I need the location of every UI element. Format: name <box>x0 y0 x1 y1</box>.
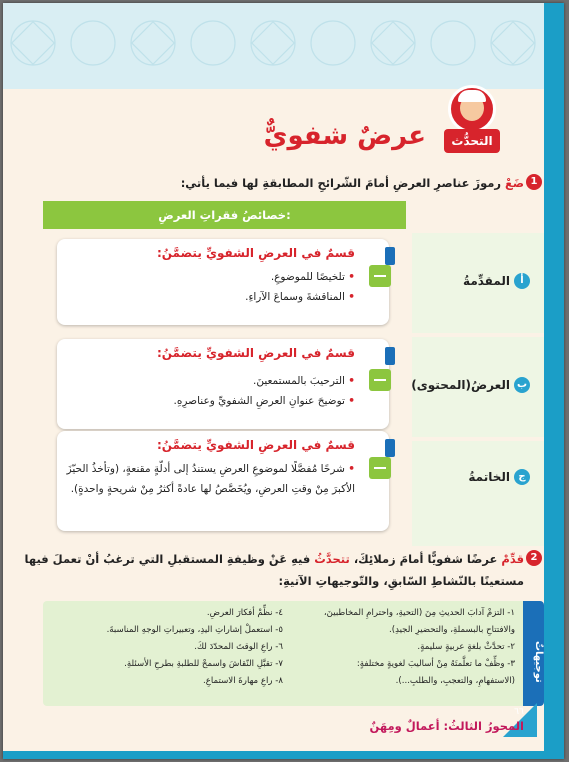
letter-a-badge: أ <box>514 273 530 289</box>
q1-verb: ضَعْ <box>505 176 524 190</box>
row-b-label <box>411 377 530 393</box>
islamic-pattern-graphic <box>3 3 564 89</box>
right-edge-stripe <box>544 3 564 759</box>
guideline-line: ٤- نظِّمْ أفكارَ العرضِ. <box>206 608 283 618</box>
guideline-line: ٢- تحدَّثْ بلغةٍ عربيةٍ سليمةٍ. <box>417 642 515 652</box>
row-a-label <box>463 273 530 289</box>
slide-card-a <box>57 239 389 325</box>
guideline-line: ٥- استعملْ إشاراتِ اليدِ، وتعبيراتِ الوجهِ المناسبةَ. <box>106 625 283 635</box>
q2-verb-2: تتحدَّثُ <box>314 552 350 566</box>
guideline-line: (الاستفهامِ، والتعجبِ، والطلبِ...). <box>395 676 515 686</box>
row-a-card-cell <box>43 233 406 333</box>
letter-c-badge: ج <box>514 469 530 485</box>
guideline-line: ١- التزمْ آدابَ الحديثِ مِنَ (التحيةِ، واحترامِ المخاطبينَ، <box>323 608 515 618</box>
section-badge <box>444 85 500 165</box>
letter-b-badge: ب <box>514 377 530 393</box>
row-c-text: الخاتمةُ <box>468 470 510 484</box>
page-number: ٦٦ <box>514 707 524 717</box>
card-items <box>65 371 355 411</box>
answer-box[interactable] <box>369 265 391 287</box>
guidelines-tag-label: توجيهاتٌ <box>533 641 544 683</box>
card-title: قسمٌ في العرضِ الشفويِّ يتضمَّنُ: <box>156 346 355 360</box>
list-item: • المناقشةَ وسماعَ الآراءِ. <box>245 291 355 303</box>
row-b-text: العرضُ(المحتوى) <box>411 378 510 392</box>
answer-box[interactable] <box>369 369 391 391</box>
guideline-line: والافتتاحِ بالبسملةِ، والتحضيرِ الجيدِ). <box>388 625 515 635</box>
q2-part: عرضًا شفويًّا أمامَ زملائِكَ، <box>353 552 498 566</box>
unit-footer: المحورُ الثالثُ: أعمالٌ ومِهَنٌ <box>369 719 524 733</box>
q2-verb: قدِّمْ <box>501 552 524 566</box>
question-1-instruction <box>181 176 524 190</box>
list-item: • توضيحَ عنوانِ العرضِ الشفويِّ وعناصرِهِ. <box>173 395 355 407</box>
guideline-line: ٨- راعِ مهارةَ الاستماعِ. <box>203 676 283 686</box>
slide-card-c <box>57 431 389 531</box>
answer-box[interactable] <box>369 457 391 479</box>
card-tab <box>385 439 395 457</box>
row-a-text: المقدِّمةُ <box>463 274 510 288</box>
badge-label: التحدُّث <box>444 129 500 153</box>
row-b-card-cell <box>43 337 406 437</box>
card-items <box>65 267 355 307</box>
q1-text: رموزَ عناصرِ العرضِ أمامَ الشّرائحِ المطابقةِ لها فيما يأتي: <box>180 176 502 190</box>
card-tab <box>385 247 395 265</box>
guideline-line: ٣- وظِّفْ ما تعلَّمتَهُ مِنْ أساليبَ لغويةٍ مختلفةٍ: <box>356 659 515 669</box>
row-a-label-cell <box>412 233 544 333</box>
decorative-header-band <box>3 3 564 89</box>
row-c-label-cell <box>412 441 544 546</box>
guidelines-tag <box>523 601 544 706</box>
question-number-1: 1 <box>526 174 542 190</box>
guidelines-right-column <box>285 605 515 690</box>
card-items <box>65 459 355 499</box>
question-2-text <box>24 548 524 592</box>
header-properties: خصائصُ فقراتِ العرضِ: <box>43 201 406 229</box>
card-title: قسمٌ في العرضِ الشفويِّ يتضمَّنُ: <box>156 246 355 260</box>
guideline-line: ٧- تقبَّلِ النّقاشَ واسمحْ للطلبةِ بطرحِ الأسئلةِ. <box>124 659 283 669</box>
guideline-line: ٦- راعِ الوقتَ المحدّدَ لكَ. <box>194 642 283 652</box>
cap-icon <box>458 90 486 102</box>
list-item: • الترحيبَ بالمستمعينَ. <box>252 375 355 387</box>
lesson-title: عرضٌ شفويٌّ <box>263 121 426 151</box>
textbook-page <box>3 3 564 759</box>
bottom-stripe <box>3 751 564 759</box>
list-item: • شرحًا مُفصَّلًا لموضوعِ العرضِ يستندُ إلى أدلّةٍ مقنعةٍ، (وتأخذُ الحيّزَ الأكبرَ مِنْ وقتِ العرضِ، ويُخَصَّصُ لها عادةً أكثرُ مِنْ شريحةٍ واحدةٍ). <box>66 463 355 495</box>
row-c-label <box>468 469 530 485</box>
slide-card-b <box>57 339 389 429</box>
row-b-label-cell <box>412 337 544 437</box>
list-item: • تلخيصًا للموضوعِ. <box>270 271 355 283</box>
q2-part: فيهِ عَنْ وظيفةِ المستقبلِ التي ترغبُ أنْ تعملَ فيها مستعينًا بالنّشاطِ السّابقِ، والتّوجيهاتِ الآتيةِ: <box>24 552 524 588</box>
guidelines-left-column <box>53 605 283 690</box>
card-title: قسمٌ في العرضِ الشفويِّ يتضمَّنُ: <box>156 438 355 452</box>
guidelines-box <box>43 601 523 706</box>
row-c-card-cell <box>43 438 406 546</box>
card-tab <box>385 347 395 365</box>
question-number-2: 2 <box>526 550 542 566</box>
